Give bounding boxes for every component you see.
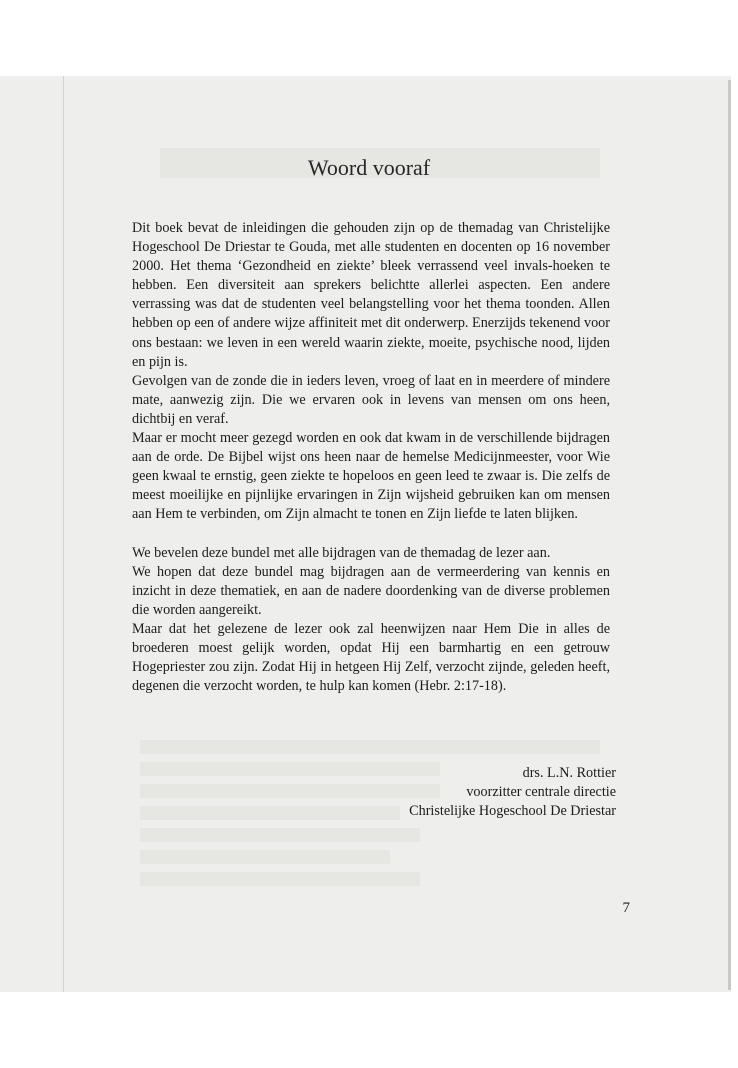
paragraph: We hopen dat deze bundel mag bijdragen aan de vermeerdering van kennis en inzicht in deze thematiek, en aan de nadere doordenking van de diverse problemen die worden aangereikt.: [132, 563, 610, 618]
signature-organization: Christelijke Hogeschool De Driestar: [409, 803, 616, 820]
paragraph: Gevolgen van de zonde die in ieders leven, vroeg of laat en in meerdere of mindere mate, aanwezig zijn. Die we ervaren ook in levens van mensen om ons heen, dichtbij en veraf.: [132, 372, 610, 427]
signature-role: voorzitter centrale directie: [466, 784, 616, 801]
bleed-through-line: [140, 784, 440, 798]
bleed-through-line: [140, 740, 600, 754]
binding-gutter: [63, 76, 64, 992]
page-edge: [728, 80, 731, 990]
bleed-through-line: [140, 806, 400, 820]
bleed-through-line: [140, 762, 440, 776]
paragraph: Maar dat het gelezene de lezer ook zal heenwijzen naar Hem Die in alles de broederen moest gelijk worden, opdat Hij een barmhartig en een getrouw Hogepriester zou zijn. Zodat Hij in hetgeen Hij Zelf, verzocht zijnde, geleden heeft, degenen die verzocht worden, te hulp kan komen (Hebr. 2:17-18).: [132, 620, 610, 695]
signature-name: drs. L.N. Rottier: [522, 765, 616, 781]
bleed-through-line: [140, 850, 390, 864]
paragraph: Dit boek bevat de inleidingen die gehouden zijn op de themadag van Christelijke Hogeschool De Driestar te Gouda, met alle studenten en docenten op 16 november 2000. Het thema ‘Gezondheid en ziekte’ bleek verrassend veel invals-hoeken te hebben. Een diversiteit aan sprekers belichtte allerlei aspecten. Een andere verrassing was dat de studenten veel belangstelling voor het thema toonden. Allen hebben op een of andere wijze affiniteit met dit onderwerp. Enerzijds tekenend voor ons bestaan: we leven in een wereld waarin ziekte, moeite, psychische nood, lijden en pijn is.: [132, 220, 610, 370]
foreword-body: [132, 219, 610, 696]
signature-block: [409, 764, 616, 822]
bleed-through-line: [140, 872, 420, 886]
page-title: Woord vooraf: [307, 155, 431, 180]
paragraph: Maar er mocht meer gezegd worden en ook dat kwam in de verschillende bijdragen aan de orde. De Bijbel wijst ons heen naar de hemelse Medicijnmeester, voor Wie geen kwaal te ernstig, geen ziekte te hopeloos en geen leed te zwaar is. Die zelfs de meest moeilijke en pijnlijke ervaringen in Zijn wijsheid gebruiken kan om mensen aan Hem te verbinden, om Zijn almacht te tonen en Zijn liefde te laten blijken.: [132, 430, 610, 523]
bleed-through-line: [140, 828, 420, 842]
paragraph: We bevelen deze bundel met alle bijdragen van de themadag de lezer aan.: [132, 544, 551, 561]
page-number: 7: [622, 900, 630, 916]
